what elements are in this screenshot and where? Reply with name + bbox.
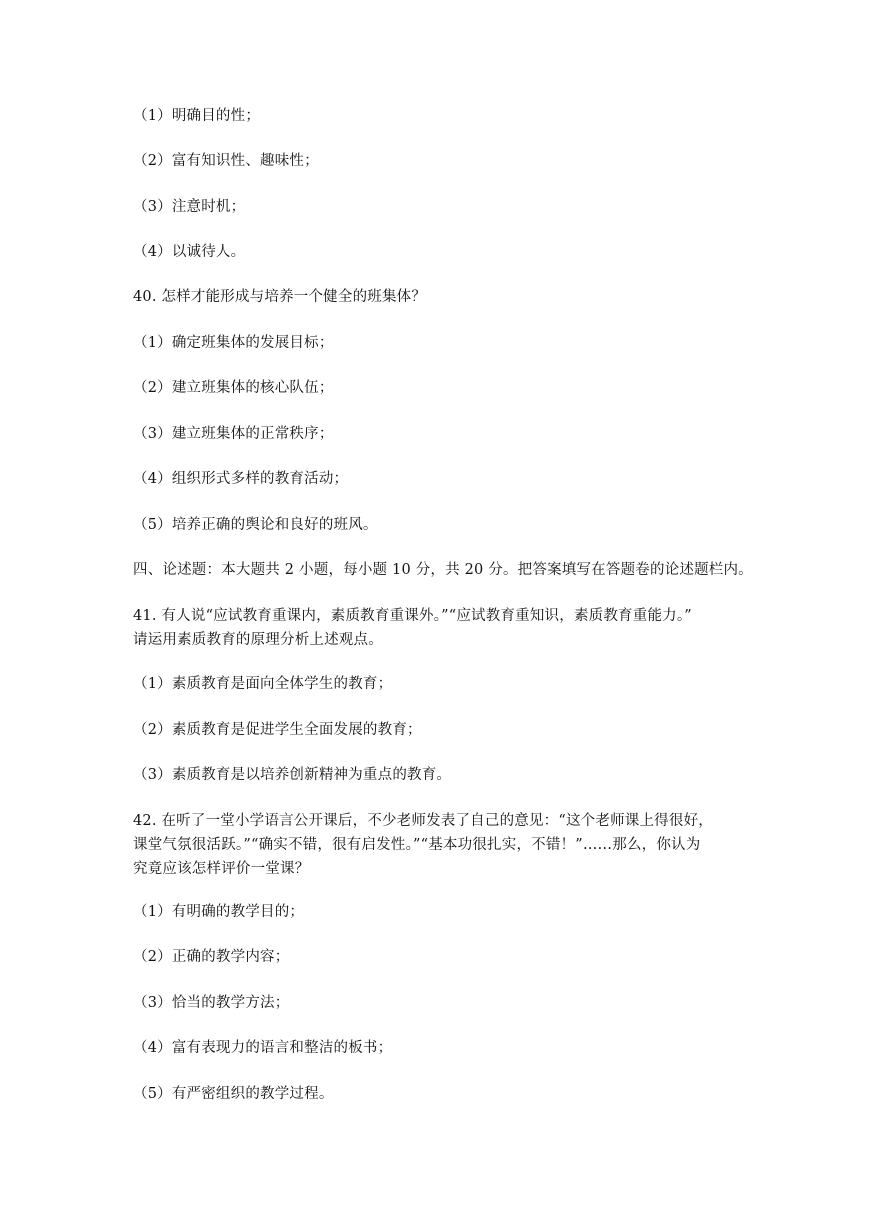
answer-item: （3）素质教育是以培养创新精神为重点的教育。 [133, 767, 452, 783]
answer-item: （1）素质教育是面向全体学生的教育； [133, 676, 393, 692]
question-line: 究竟应该怎样评价一堂课？ [133, 861, 310, 877]
question-line: 42. 在听了一堂小学语言公开课后，不少老师发表了自己的意见：“这个老师课上得很好， [133, 813, 713, 829]
answer-item: （3）建立班集体的正常秩序； [133, 426, 334, 442]
answer-item: （5）有严密组织的教学过程。 [133, 1086, 334, 1102]
question-line: 41. 有人说“应试教育重课内，素质教育重课外。”“应试教育重知识，素质教育重能力。” [133, 608, 692, 624]
answer-item: （4）组织形式多样的教育活动； [133, 471, 349, 487]
question-42-title [133, 809, 753, 881]
answer-item: （2）富有知识性、趣味性； [133, 153, 319, 169]
answer-item: （3）注意时机； [133, 199, 246, 215]
question-41-title [133, 604, 753, 652]
section-heading: 四、论述题：本大题共 2 小题，每小题 10 分，共 20 分。把答案填写在答题卷的论述题栏内。 [133, 562, 753, 578]
question-line: 课堂气氛很活跃。”“确实不错，很有启发性。”“基本功很扎实，不错！”……那么，你认为 [133, 837, 701, 853]
answer-item: （3）恰当的教学方法； [133, 995, 290, 1011]
answer-item: （1）确定班集体的发展目标； [133, 335, 334, 351]
answer-item: （4）富有表现力的语言和整洁的板书； [133, 1040, 393, 1056]
answer-item: （2）建立班集体的核心队伍； [133, 380, 334, 396]
answer-item: （1）有明确的教学目的； [133, 904, 305, 920]
question-line: 请运用素质教育的原理分析上述观点。 [133, 632, 383, 648]
answer-item: （5）培养正确的舆论和良好的班风。 [133, 517, 378, 533]
question-40-title: 40. 怎样才能形成与培养一个健全的班集体？ [133, 289, 427, 305]
answer-item: （2）正确的教学内容； [133, 949, 290, 965]
answer-item: （1）明确目的性； [133, 108, 261, 124]
answer-item: （2）素质教育是促进学生全面发展的教育； [133, 722, 422, 738]
answer-item: （4）以诚待人。 [133, 244, 246, 260]
